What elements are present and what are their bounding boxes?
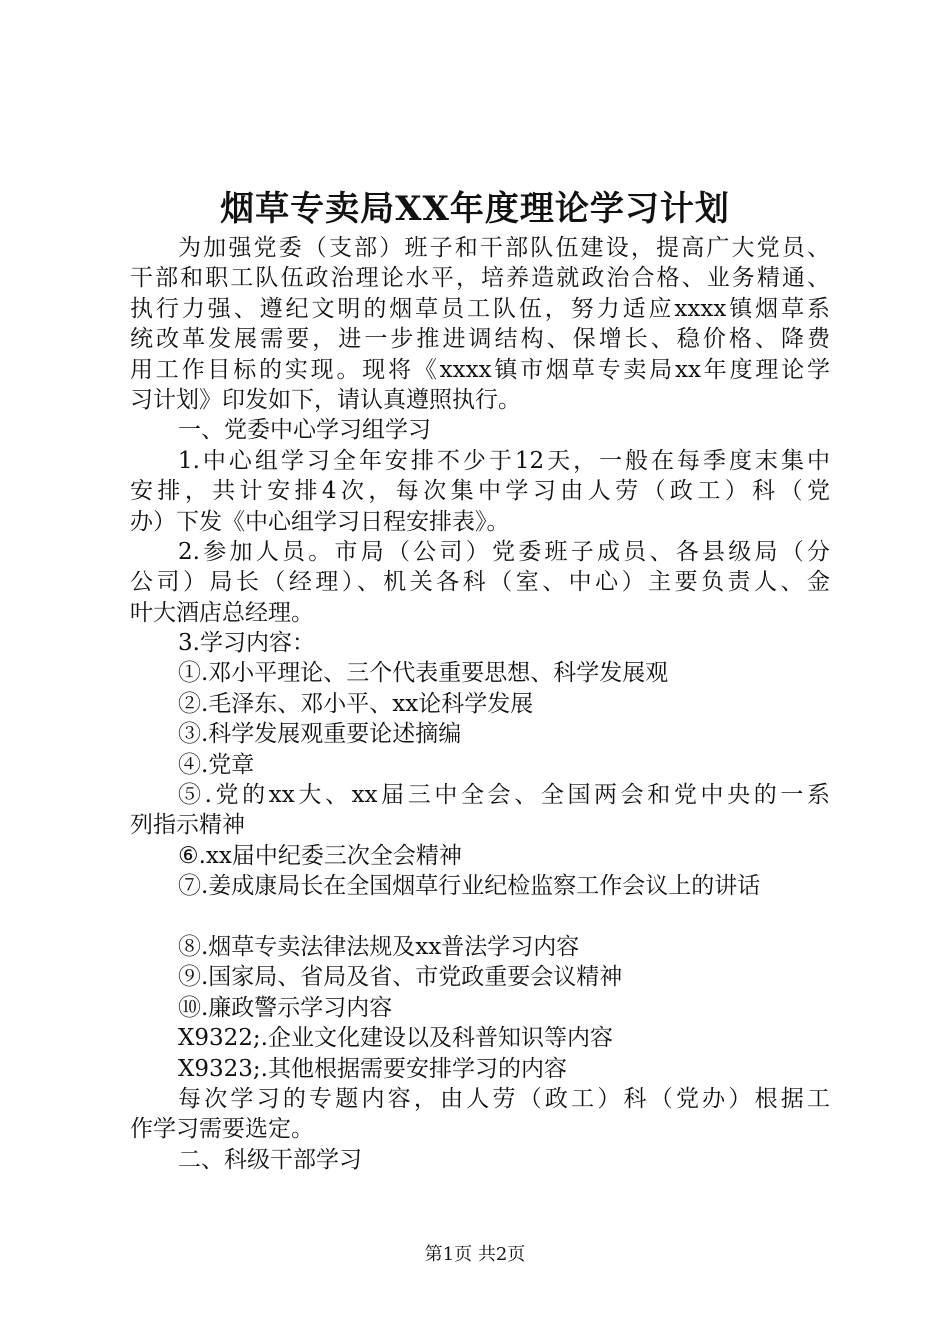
body-line: 习计划》印发如下，请认真遵照执行。 [130,386,521,413]
list-item: ⑧.烟草专卖法律法规及xx普法学习内容 [178,933,580,960]
body-line: 叶大酒店总经理。 [130,599,314,626]
document-title: 烟草专卖局XX年度理论学习计划 [220,189,730,229]
body-line: 2.参加人员。市局（公司）党委班子成员、各县级局（分 [178,538,830,565]
body-line: 执行力强、遵纪文明的烟草员工队伍，努力适应xxxx镇烟草系 [130,295,830,322]
list-item: ⑦.姜成康局长在全国烟草行业纪检监察工作会议上的讲话 [178,873,761,900]
section-heading: 一、党委中心学习组学习 [178,417,431,444]
list-item: ⑨.国家局、省局及省、市党政重要会议精神 [178,964,623,991]
list-item: ③.科学发展观重要论述摘编 [178,721,462,748]
list-item: ⑤.党的xx大、xx届三中全会、全国两会和党中央的一系 [178,782,830,809]
list-item: 列指示精神 [130,812,245,839]
body-line: 1.中心组学习全年安排不少于12天，一般在每季度末集中 [178,447,830,474]
body-line: 干部和职工队伍政治理论水平，培养造就政治合格、业务精通、 [130,265,830,292]
body-line: 公司）局长（经理）、机关各科（室、中心）主要负责人、金 [130,569,830,596]
list-item: X9323;.其他根据需要安排学习的内容 [178,1055,567,1082]
list-item: X9322;.企业文化建设以及科普知识等内容 [178,1025,613,1052]
body-line: 用工作目标的实现。现将《xxxx镇市烟草专卖局xx年度理论学 [130,356,830,383]
blank-line [130,902,830,932]
list-item: ②.毛泽东、邓小平、xx论科学发展 [178,690,534,717]
body-line: 为加强党委（支部）班子和干部队伍建设，提高广大党员、 [178,235,830,261]
body-line: 办）下发《中心组学习日程安排表》。 [130,508,510,535]
section-heading: 二、科级干部学习 [178,1146,362,1173]
body-line: 作学习需要选定。 [130,1116,314,1143]
list-item: ①.邓小平理论、三个代表重要思想、科学发展观 [178,660,669,687]
page-footer: 第1页 共2页 [424,1244,526,1265]
list-item: ④.党章 [178,751,255,778]
document-body [130,233,830,1175]
list-item: ⑥.xx届中纪委三次全会精神 [178,842,462,869]
list-item: ⑩.廉政警示学习内容 [178,994,393,1021]
body-line: 统改革发展需要，进一步推进调结构、保增长、稳价格、降费 [130,326,830,353]
body-line: 3.学习内容： [178,630,315,657]
body-line: 每次学习的专题内容，由人劳（政工）科（党办）根据工 [178,1085,830,1112]
body-line: 安排，共计安排4次，每次集中学习由人劳（政工）科（党 [130,478,830,505]
